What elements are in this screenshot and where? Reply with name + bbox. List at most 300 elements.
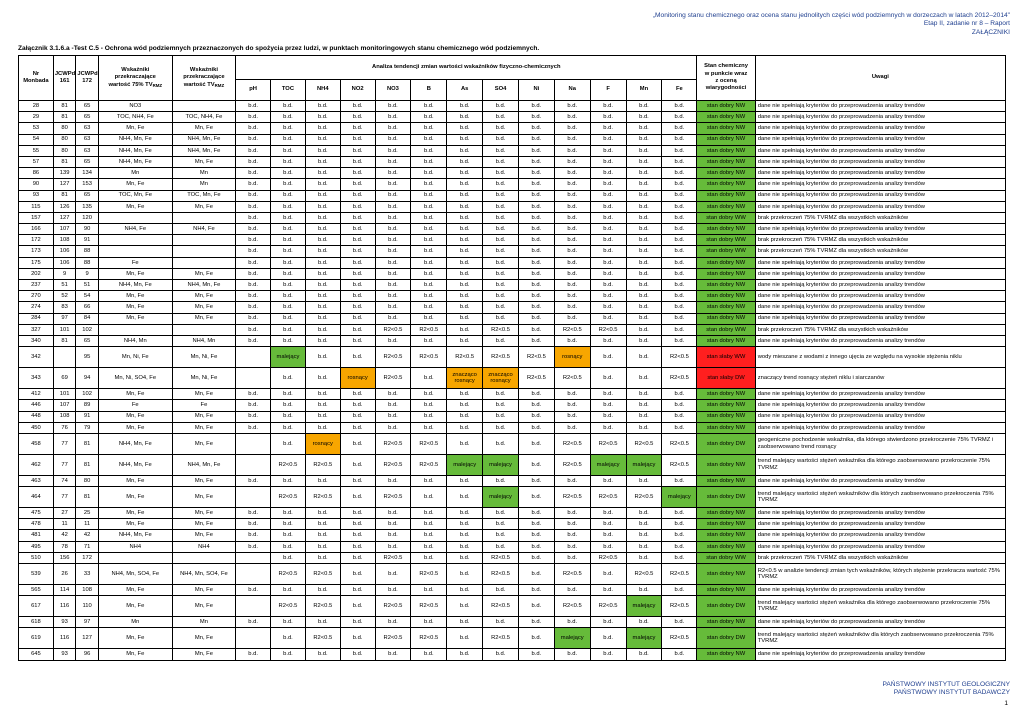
cell-param-b: b.d. xyxy=(411,179,447,190)
cell-wsk-75tv: Mn, Fe xyxy=(98,268,172,279)
cell-param-nh4: b.d. xyxy=(305,224,340,235)
cell-jcwpd172: 88 xyxy=(76,257,99,268)
cell-param-toc: b.d. xyxy=(271,134,306,145)
cell-param-na: b.d. xyxy=(554,302,590,313)
cell-param-as: b.d. xyxy=(447,411,483,422)
cell-param-mn: b.d. xyxy=(626,368,662,389)
col-param-fe: Fe xyxy=(662,80,697,101)
cell-wsk-75tv xyxy=(98,552,172,563)
table-row xyxy=(19,649,1006,660)
cell-param-mn: b.d. xyxy=(626,389,662,400)
cell-param-toc: b.d. xyxy=(271,268,306,279)
cell-param-nh4: b.d. xyxy=(305,519,340,530)
cell-param-fe: malejący xyxy=(662,487,697,508)
cell-nr: 175 xyxy=(19,257,54,268)
cell-uwagi: dane nie spełniają kryteriów do przeprowadzenia analizy trendów xyxy=(755,179,1005,190)
cell-param-so4: b.d. xyxy=(483,280,519,291)
cell-param-ph: b.d. xyxy=(236,280,271,291)
cell-param-nh4: b.d. xyxy=(305,335,340,346)
cell-param-f: b.d. xyxy=(590,347,626,368)
cell-param-ni: b.d. xyxy=(518,487,554,508)
institute-name: PAŃSTWOWY INSTYTUT GEOLOGICZNY xyxy=(882,681,1010,688)
table-row xyxy=(19,134,1006,145)
cell-jcwpd161: 81 xyxy=(53,156,76,167)
cell-wsk-tv: Mn xyxy=(172,179,236,190)
cell-param-toc: b.d. xyxy=(271,156,306,167)
cell-uwagi: brak przekroczeń 75% TVRMZ dla wszystkich wskaźników xyxy=(755,235,1005,246)
cell-param-no3: b.d. xyxy=(375,519,411,530)
table-row xyxy=(19,519,1006,530)
cell-param-ph: b.d. xyxy=(236,541,271,552)
cell-jcwpd172: 89 xyxy=(76,400,99,411)
col-param-na: Na xyxy=(554,80,590,101)
cell-param-as: b.d. xyxy=(447,541,483,552)
cell-param-no2: b.d. xyxy=(340,411,375,422)
cell-param-as: b.d. xyxy=(447,235,483,246)
cell-param-f: b.d. xyxy=(590,519,626,530)
cell-uwagi: geogeniczne pochodzenie wskaźnika, dla którego stwierdzono przekroczenie 75% TVRMZ i zaobserwowano trend rosnący xyxy=(755,433,1005,454)
cell-param-na: b.d. xyxy=(554,212,590,223)
cell-param-ni: b.d. xyxy=(518,649,554,660)
cell-param-toc: b.d. xyxy=(271,324,306,335)
cell-wsk-75tv: NH4, Mn, Fe xyxy=(98,433,172,454)
cell-uwagi: brak przekroczeń 75% TVRMZ dla wszystkich wskaźników xyxy=(755,212,1005,223)
cell-param-na: b.d. xyxy=(554,400,590,411)
cell-param-toc: b.d. xyxy=(271,280,306,291)
cell-param-ni: b.d. xyxy=(518,628,554,649)
cell-stan: stan dobry WW xyxy=(697,212,755,223)
cell-param-toc: b.d. xyxy=(271,145,306,156)
cell-param-no2: b.d. xyxy=(340,564,375,585)
cell-param-toc: b.d. xyxy=(271,368,306,389)
cell-param-na: b.d. xyxy=(554,179,590,190)
cell-param-fe: b.d. xyxy=(662,313,697,324)
cell-param-as: b.d. xyxy=(447,433,483,454)
cell-stan: stan dobry WW xyxy=(697,235,755,246)
cell-param-no2: b.d. xyxy=(340,487,375,508)
cell-param-nh4: R2<0.5 xyxy=(305,564,340,585)
cell-wsk-75tv: Mn, Ni, Fe xyxy=(98,347,172,368)
cell-param-no2: b.d. xyxy=(340,156,375,167)
cell-param-toc: b.d. xyxy=(271,508,306,519)
cell-param-fe: R2<0.5 xyxy=(662,433,697,454)
cell-param-nh4: b.d. xyxy=(305,246,340,257)
cell-param-b: R2<0.5 xyxy=(411,628,447,649)
cell-param-as: b.d. xyxy=(447,268,483,279)
cell-wsk-75tv: Mn, Fe xyxy=(98,179,172,190)
cell-param-fe: b.d. xyxy=(662,617,697,628)
cell-nr: 342 xyxy=(19,347,54,368)
table-row xyxy=(19,400,1006,411)
cell-stan: stan dobry NW xyxy=(697,508,755,519)
cell-param-no2: b.d. xyxy=(340,313,375,324)
cell-param-so4: b.d. xyxy=(483,335,519,346)
cell-param-b: R2<0.5 xyxy=(411,347,447,368)
cell-param-no2: b.d. xyxy=(340,475,375,486)
cell-param-so4: b.d. xyxy=(483,268,519,279)
cell-jcwpd161: 74 xyxy=(53,475,76,486)
cell-param-nh4: b.d. xyxy=(305,280,340,291)
cell-nr: 327 xyxy=(19,324,54,335)
cell-param-mn: b.d. xyxy=(626,235,662,246)
col-uwagi: Uwagi xyxy=(755,56,1005,101)
cell-jcwpd161: 78 xyxy=(53,541,76,552)
cell-param-fe: R2<0.5 xyxy=(662,454,697,475)
cell-param-as: b.d. xyxy=(447,179,483,190)
cell-param-ni: b.d. xyxy=(518,134,554,145)
cell-param-ni: b.d. xyxy=(518,617,554,628)
cell-param-nh4: b.d. xyxy=(305,389,340,400)
cell-stan: stan dobry DW xyxy=(697,487,755,508)
cell-param-so4: b.d. xyxy=(483,212,519,223)
cell-param-b: b.d. xyxy=(411,475,447,486)
cell-wsk-tv: Mn, Fe xyxy=(172,596,236,617)
table-row xyxy=(19,541,1006,552)
cell-param-ni: b.d. xyxy=(518,552,554,563)
cell-uwagi: dane nie spełniają kryteriów do przeprowadzenia analizy trendów xyxy=(755,268,1005,279)
cell-nr: 173 xyxy=(19,246,54,257)
cell-param-na: b.d. xyxy=(554,585,590,596)
cell-param-b: b.d. xyxy=(411,201,447,212)
cell-param-no3: b.d. xyxy=(375,235,411,246)
cell-wsk-tv: Mn, Fe xyxy=(172,389,236,400)
cell-param-mn: b.d. xyxy=(626,519,662,530)
cell-jcwpd161: 116 xyxy=(53,596,76,617)
cell-wsk-tv: Mn, Fe xyxy=(172,268,236,279)
cell-param-na: b.d. xyxy=(554,291,590,302)
cell-param-fe: b.d. xyxy=(662,335,697,346)
cell-param-as: b.d. xyxy=(447,257,483,268)
cell-param-b: b.d. xyxy=(411,411,447,422)
cell-nr: 54 xyxy=(19,134,54,145)
cell-param-na: b.d. xyxy=(554,280,590,291)
cell-stan: stan dobry NW xyxy=(697,530,755,541)
cell-jcwpd161: 106 xyxy=(53,257,76,268)
cell-param-ph: b.d. xyxy=(236,201,271,212)
cell-param-ni: R2<0.5 xyxy=(518,368,554,389)
cell-param-na: b.d. xyxy=(554,519,590,530)
cell-param-mn: b.d. xyxy=(626,530,662,541)
cell-param-f: b.d. xyxy=(590,201,626,212)
cell-param-no3: b.d. xyxy=(375,335,411,346)
cell-param-ph: b.d. xyxy=(236,235,271,246)
cell-param-so4: b.d. xyxy=(483,134,519,145)
cell-nr: 270 xyxy=(19,291,54,302)
cell-param-ni: b.d. xyxy=(518,280,554,291)
cell-param-so4: b.d. xyxy=(483,585,519,596)
cell-uwagi: trend malejący wartości stężeń wskaźników dla których zaobserwowano przekroczenia 75% TVRMZ xyxy=(755,628,1005,649)
cell-param-no2: b.d. xyxy=(340,324,375,335)
cell-jcwpd172: 51 xyxy=(76,280,99,291)
cell-param-mn: b.d. xyxy=(626,101,662,112)
cell-wsk-tv: Mn, Fe xyxy=(172,291,236,302)
cell-stan: stan dobry NW xyxy=(697,649,755,660)
cell-jcwpd172: 102 xyxy=(76,324,99,335)
cell-param-ph xyxy=(236,433,271,454)
cell-param-no2: b.d. xyxy=(340,268,375,279)
cell-jcwpd161: 81 xyxy=(53,101,76,112)
cell-stan: stan dobry DW xyxy=(697,628,755,649)
cell-param-fe: b.d. xyxy=(662,519,697,530)
cell-uwagi: znaczący trend rosnący stężeń niklu i siarczanów xyxy=(755,368,1005,389)
cell-stan: stan dobry NW xyxy=(697,268,755,279)
cell-stan: stan dobry NW xyxy=(697,475,755,486)
cell-param-ph xyxy=(236,347,271,368)
cell-param-as: malejący xyxy=(447,454,483,475)
cell-param-ni: b.d. xyxy=(518,302,554,313)
cell-nr: 475 xyxy=(19,508,54,519)
cell-param-no2: b.d. xyxy=(340,530,375,541)
col-analiza-group: Analiza tendencji zmian wartości wskaźników fizyczno-chemicznych xyxy=(236,56,697,80)
cell-nr: 53 xyxy=(19,123,54,134)
cell-nr: 284 xyxy=(19,313,54,324)
cell-param-na: b.d. xyxy=(554,649,590,660)
cell-param-no3: b.d. xyxy=(375,475,411,486)
cell-param-toc: b.d. xyxy=(271,617,306,628)
cell-param-no2: b.d. xyxy=(340,112,375,123)
cell-param-no2: b.d. xyxy=(340,145,375,156)
cell-param-b: b.d. xyxy=(411,541,447,552)
cell-uwagi: dane nie spełniają kryteriów do przeprowadzenia analizy trendów xyxy=(755,302,1005,313)
cell-param-ni: b.d. xyxy=(518,564,554,585)
cell-wsk-tv xyxy=(172,101,236,112)
cell-param-mn: b.d. xyxy=(626,257,662,268)
cell-param-nh4: b.d. xyxy=(305,168,340,179)
cell-wsk-75tv: NH4, Fe xyxy=(98,224,172,235)
table-row xyxy=(19,347,1006,368)
cell-param-f: malejący xyxy=(590,454,626,475)
cell-param-ph: b.d. xyxy=(236,422,271,433)
cell-param-fe: R2<0.5 xyxy=(662,628,697,649)
cell-jcwpd161 xyxy=(53,347,76,368)
cell-stan: stan słaby DW xyxy=(697,368,755,389)
cell-param-f: R2<0.5 xyxy=(590,487,626,508)
cell-jcwpd161: 81 xyxy=(53,112,76,123)
cell-uwagi: dane nie spełniają kryteriów do przeprowadzenia analizy trendów xyxy=(755,541,1005,552)
cell-stan: stan dobry WW xyxy=(697,246,755,257)
cell-param-b: b.d. xyxy=(411,246,447,257)
cell-param-no2: b.d. xyxy=(340,335,375,346)
cell-jcwpd161: 52 xyxy=(53,291,76,302)
cell-wsk-tv: NH4, Mn xyxy=(172,335,236,346)
cell-param-ph: b.d. xyxy=(236,134,271,145)
cell-param-b: b.d. xyxy=(411,335,447,346)
cell-jcwpd172: 25 xyxy=(76,508,99,519)
cell-param-ph: b.d. xyxy=(236,649,271,660)
cell-wsk-tv: NH4 xyxy=(172,541,236,552)
cell-param-na: b.d. xyxy=(554,123,590,134)
cell-param-toc: R2<0.5 xyxy=(271,596,306,617)
cell-param-so4: b.d. xyxy=(483,145,519,156)
cell-param-ph xyxy=(236,487,271,508)
cell-param-as: znacząco rosnący xyxy=(447,368,483,389)
col-wsk-75tv: Wskaźniki przekraczające wartość 75% $TV_{RMZ}$ xyxy=(98,56,172,101)
cell-param-mn: b.d. xyxy=(626,190,662,201)
cell-nr: 478 xyxy=(19,519,54,530)
cell-wsk-75tv: NH4, Mn, Fe xyxy=(98,134,172,145)
cell-param-so4: znacząco rosnący xyxy=(483,368,519,389)
cell-param-as: b.d. xyxy=(447,508,483,519)
cell-param-ph: b.d. xyxy=(236,291,271,302)
cell-wsk-tv: TOC, NH4, Fe xyxy=(172,112,236,123)
cell-wsk-tv xyxy=(172,552,236,563)
cell-wsk-75tv xyxy=(98,324,172,335)
cell-param-as: b.d. xyxy=(447,280,483,291)
table-row xyxy=(19,508,1006,519)
cell-param-so4: b.d. xyxy=(483,400,519,411)
cell-jcwpd161: 42 xyxy=(53,530,76,541)
cell-param-as: b.d. xyxy=(447,422,483,433)
cell-param-ni: b.d. xyxy=(518,112,554,123)
cell-param-mn: b.d. xyxy=(626,475,662,486)
cell-nr: 274 xyxy=(19,302,54,313)
cell-uwagi: brak przekroczeń 75% TVRMZ dla wszystkich wskaźników xyxy=(755,324,1005,335)
cell-param-b: b.d. xyxy=(411,313,447,324)
cell-param-fe: b.d. xyxy=(662,411,697,422)
report-title: „Monitoring stanu chemicznego oraz ocena stanu jednolitych części wód podziemnych w dorzeczach w latach 2012–2014" xyxy=(652,12,1010,19)
cell-param-ph: b.d. xyxy=(236,411,271,422)
cell-param-f: b.d. xyxy=(590,541,626,552)
cell-jcwpd172: 63 xyxy=(76,145,99,156)
cell-param-na: b.d. xyxy=(554,156,590,167)
cell-wsk-75tv xyxy=(98,212,172,223)
cell-param-no3: b.d. xyxy=(375,246,411,257)
cell-param-no3: b.d. xyxy=(375,400,411,411)
cell-jcwpd161: 101 xyxy=(53,389,76,400)
cell-param-f: b.d. xyxy=(590,235,626,246)
col-param-no2: NO2 xyxy=(340,80,375,101)
cell-wsk-tv: NH4, Mn, Fe xyxy=(172,145,236,156)
cell-param-f: b.d. xyxy=(590,291,626,302)
cell-param-f: b.d. xyxy=(590,224,626,235)
cell-nr: 29 xyxy=(19,112,54,123)
cell-jcwpd172: 54 xyxy=(76,291,99,302)
cell-param-no3: b.d. xyxy=(375,112,411,123)
cell-param-nh4: b.d. xyxy=(305,552,340,563)
cell-wsk-tv: Mn, Fe xyxy=(172,156,236,167)
cell-uwagi: wody mieszane z wodami z innego ujęcia ze względu na wysokie stężenia niklu xyxy=(755,347,1005,368)
cell-param-no3: b.d. xyxy=(375,156,411,167)
cell-param-na: b.d. xyxy=(554,112,590,123)
cell-param-as: b.d. xyxy=(447,487,483,508)
cell-nr: 618 xyxy=(19,617,54,628)
cell-param-na: b.d. xyxy=(554,422,590,433)
cell-param-so4: b.d. xyxy=(483,508,519,519)
cell-param-na: b.d. xyxy=(554,389,590,400)
table-row xyxy=(19,475,1006,486)
cell-param-ni: R2<0.5 xyxy=(518,347,554,368)
table-row xyxy=(19,335,1006,346)
cell-nr: 90 xyxy=(19,179,54,190)
cell-param-toc: b.d. xyxy=(271,212,306,223)
cell-param-ni: b.d. xyxy=(518,422,554,433)
results-table xyxy=(18,55,1006,661)
cell-wsk-75tv: Mn, Ni, SO4, Fe xyxy=(98,368,172,389)
cell-param-so4: b.d. xyxy=(483,291,519,302)
cell-param-nh4: b.d. xyxy=(305,145,340,156)
cell-stan: stan dobry NW xyxy=(697,168,755,179)
cell-param-no2: b.d. xyxy=(340,257,375,268)
cell-wsk-75tv: Mn, Fe xyxy=(98,123,172,134)
cell-param-mn: b.d. xyxy=(626,268,662,279)
cell-param-no2: rosnący xyxy=(340,368,375,389)
cell-param-ni: b.d. xyxy=(518,257,554,268)
cell-param-as: b.d. xyxy=(447,564,483,585)
col-param-toc: TOC xyxy=(271,80,306,101)
cell-param-no3: b.d. xyxy=(375,179,411,190)
cell-param-ph: b.d. xyxy=(236,389,271,400)
cell-param-toc: b.d. xyxy=(271,201,306,212)
cell-param-b: b.d. xyxy=(411,101,447,112)
cell-param-ni: b.d. xyxy=(518,268,554,279)
cell-uwagi: dane nie spełniają kryteriów do przeprowadzenia analizy trendów xyxy=(755,585,1005,596)
cell-param-no2: b.d. xyxy=(340,649,375,660)
cell-param-fe: b.d. xyxy=(662,246,697,257)
cell-uwagi: dane nie spełniają kryteriów do przeprowadzenia analizy trendów xyxy=(755,422,1005,433)
cell-param-no3: b.d. xyxy=(375,268,411,279)
cell-param-b: b.d. xyxy=(411,508,447,519)
cell-param-f: b.d. xyxy=(590,145,626,156)
cell-stan: stan dobry NW xyxy=(697,280,755,291)
cell-param-no3: R2<0.5 xyxy=(375,433,411,454)
cell-stan: stan dobry NW xyxy=(697,313,755,324)
cell-jcwpd172: 91 xyxy=(76,411,99,422)
cell-uwagi: dane nie spełniają kryteriów do przeprowadzenia analizy trendów xyxy=(755,224,1005,235)
cell-param-toc: b.d. xyxy=(271,224,306,235)
cell-jcwpd161: 83 xyxy=(53,302,76,313)
cell-stan: stan dobry WW xyxy=(697,324,755,335)
cell-param-fe: R2<0.5 xyxy=(662,347,697,368)
cell-param-so4: b.d. xyxy=(483,224,519,235)
cell-stan: stan dobry NW xyxy=(697,123,755,134)
cell-param-no3: b.d. xyxy=(375,302,411,313)
cell-uwagi: dane nie spełniają kryteriów do przeprowadzenia analizy trendów xyxy=(755,168,1005,179)
cell-param-fe: b.d. xyxy=(662,257,697,268)
cell-uwagi: dane nie spełniają kryteriów do przeprowadzenia analizy trendów xyxy=(755,530,1005,541)
cell-param-so4: b.d. xyxy=(483,235,519,246)
cell-jcwpd172: 66 xyxy=(76,302,99,313)
cell-param-no3: b.d. xyxy=(375,422,411,433)
table-row xyxy=(19,530,1006,541)
cell-param-na: R2<0.5 xyxy=(554,368,590,389)
cell-param-so4: b.d. xyxy=(483,101,519,112)
cell-nr: 202 xyxy=(19,268,54,279)
cell-param-ph: b.d. xyxy=(236,617,271,628)
cell-param-no2: b.d. xyxy=(340,201,375,212)
cell-param-mn: b.d. xyxy=(626,168,662,179)
cell-param-b: b.d. xyxy=(411,190,447,201)
cell-stan: stan dobry NW xyxy=(697,156,755,167)
cell-param-toc: b.d. xyxy=(271,101,306,112)
cell-param-ph: b.d. xyxy=(236,112,271,123)
cell-param-na: R2<0.5 xyxy=(554,487,590,508)
cell-param-no3: b.d. xyxy=(375,123,411,134)
cell-param-b: R2<0.5 xyxy=(411,564,447,585)
cell-param-no3: b.d. xyxy=(375,541,411,552)
cell-wsk-tv: Mn xyxy=(172,617,236,628)
cell-param-so4: b.d. xyxy=(483,389,519,400)
cell-wsk-75tv: Mn, Fe xyxy=(98,411,172,422)
cell-param-so4: b.d. xyxy=(483,313,519,324)
cell-param-na: b.d. xyxy=(554,190,590,201)
cell-param-ph: b.d. xyxy=(236,335,271,346)
cell-param-f: b.d. xyxy=(590,257,626,268)
cell-jcwpd161: 101 xyxy=(53,324,76,335)
cell-wsk-75tv: Mn, Fe xyxy=(98,585,172,596)
cell-param-toc: b.d. xyxy=(271,541,306,552)
cell-jcwpd161: 9 xyxy=(53,268,76,279)
cell-jcwpd172: 71 xyxy=(76,541,99,552)
